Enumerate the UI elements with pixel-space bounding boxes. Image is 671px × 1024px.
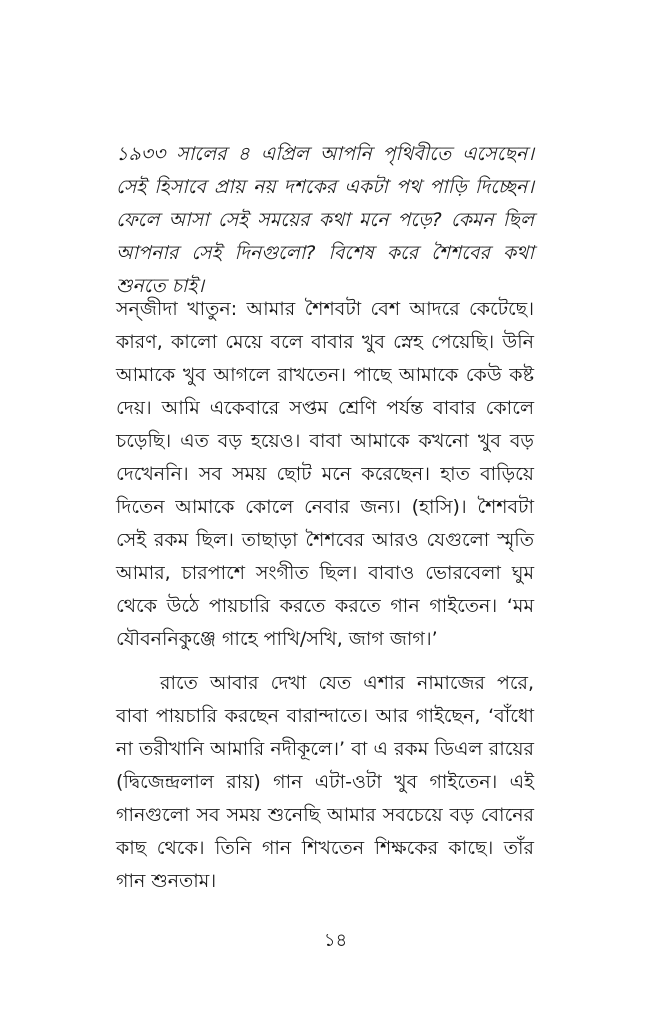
answer-paragraph-1: সন্‌জীদা খাতুন: আমার শৈশবটা বেশ আদরে কেটেছে। কারণ, কালো মেয়ে বলে বাবার খুব স্নেহ পেয়েছি। উনি আমাকে খুব আগলে রাখতেন। পাছে আমাকে কেউ কষ্ট দেয়। আমি একেবারে সপ্তম শ্রেণি পর্যন্ত বাবার কোলে চড়েছি। এত বড় হয়েও। বাবা আমাকে কখনো খুব বড় দেখেননি। সব সময় ছোট মনে করেছেন। হাত বাড়িয়ে দিতেন আমাকে কোলে নেবার জন্য। (হাসি)। শৈশবটা সেই রকম ছিল। তাছাড়া শৈশবের আরও যেগুলো স্মৃতি আমার, চারপাশে সংগীত ছিল। বাবাও ভোরবেলা ঘুম থেকে উঠে পায়চারি করতে করতে গান গাইতেন। ‘মম যৌবননিকুঞ্জে গাহে পাখি/সখি, জাগ জাগ।’ <box>116 298 534 650</box>
page-number: ১৪ <box>323 930 348 951</box>
interview-question: ১৯৩৩ সালের ৪ এপ্রিল আপনি পৃথিবীতে এসেছেন। সেই হিসাবে প্রায় নয় দশকের একটা পথ পাড়ি দিচ্ছেন। ফেলে আসা সেই সময়ের কথা মনে পড়ে? কেমন ছিল আপনার সেই দিনগুলো? বিশেষ করে শৈশবের কথা শুনতে চাই। <box>116 143 534 297</box>
answer-paragraph-2: রাতে আবার দেখা যেত এশার নামাজের পরে, বাবা পায়চারি করছেন বারান্দাতে। আর গাইছেন, ‘বাঁধো না তরীখানি আমারি নদীকূলে।’ বা এ রকম ডিএল রায়ের (দ্বিজেন্দ্রলাল রায়) গান এটা-ওটা খুব গাইতেন। এই গানগুলো সব সময় শুনেছি আমার সবচেয়ে বড় বোনের কাছ থেকে। তিনি গান শিখতেন শিক্ষকের কাছে। তাঁর গান শুনতাম। <box>116 672 534 892</box>
